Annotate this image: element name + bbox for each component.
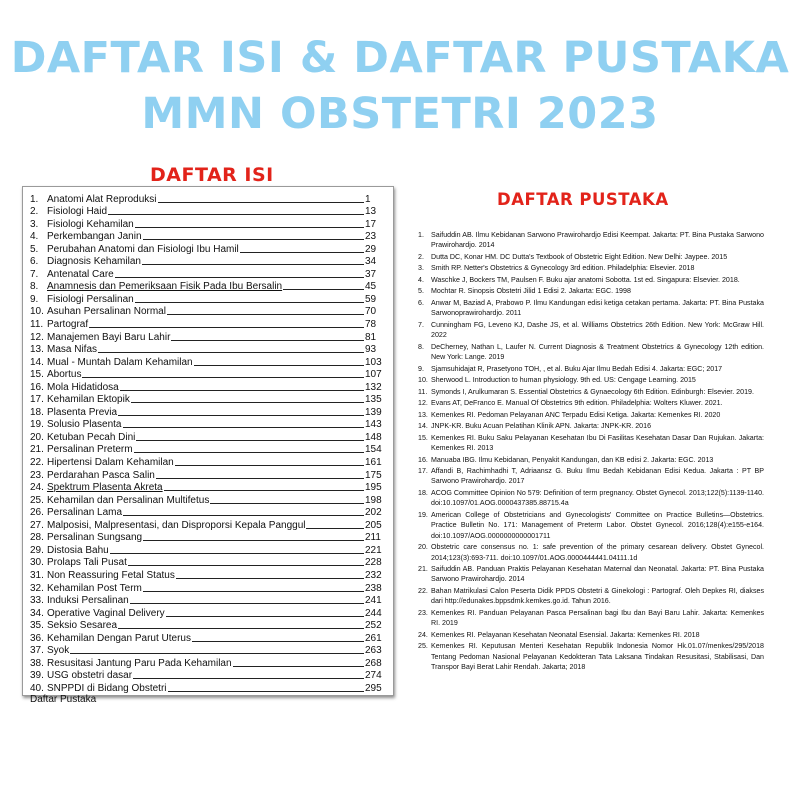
toc-row <box>30 380 389 393</box>
reference-text: Dutta DC, Konar HM. DC Dutta's Textbook of Obstetric Eight Edition. New Delhi: Jaypee. 2015 <box>431 252 728 261</box>
reference-number: 2. <box>418 252 424 261</box>
toc-row <box>30 292 389 305</box>
toc-row <box>30 543 389 556</box>
toc-item-label: Mual - Muntah Dalam Kehamilan <box>47 356 193 368</box>
toc-leader-line <box>192 641 364 642</box>
toc-row <box>30 355 389 368</box>
toc-item-label: Antenatal Care <box>47 268 114 280</box>
toc-row <box>30 405 389 418</box>
toc-item-number: 3. <box>30 218 39 230</box>
toc-row <box>30 330 389 343</box>
toc-item-page: 107 <box>365 369 382 381</box>
toc-item-page: 148 <box>365 431 382 443</box>
toc-item-label: Manajemen Bayi Baru Lahir <box>47 331 171 343</box>
reference-item <box>418 320 764 341</box>
toc-leader-line <box>130 603 364 604</box>
toc-row <box>30 656 389 669</box>
toc-row <box>30 267 389 280</box>
reference-number: 23. <box>418 608 428 617</box>
references-list <box>418 230 764 674</box>
toc-item-page: 252 <box>365 620 382 632</box>
toc-item-label: Persalinan Lama <box>47 507 123 519</box>
reference-text: Smith RP. Netter's Obstetrics & Gynecology 3rd edition. Philadelphia: Elsevier. 2018 <box>431 264 695 273</box>
toc-panel <box>22 186 394 705</box>
toc-leader-line <box>175 465 364 466</box>
reference-item <box>418 488 764 509</box>
reference-number: 4. <box>418 275 424 284</box>
banner-title <box>0 30 800 142</box>
toc-item-page: 135 <box>365 394 382 406</box>
toc-heading: DAFTAR ISI <box>150 164 274 186</box>
toc-item-label: Persalinan Sungsang <box>47 532 143 544</box>
reference-number: 20. <box>418 543 428 552</box>
toc-item-number: 15. <box>30 369 44 381</box>
toc-item-page: 198 <box>365 494 382 506</box>
toc-row <box>30 343 389 356</box>
reference-number: 1. <box>418 231 424 239</box>
reference-text: Saifuddin AB. Ilmu Kebidanan Sarwono Prawirohardjo Edisi Keempat. Jakarta: PT. Bina Pustaka Sarwono Prawirohardjo. 2014 <box>431 231 764 250</box>
toc-item-page: 263 <box>365 645 382 657</box>
toc-item-number: 9. <box>30 293 39 305</box>
toc-leader-line <box>158 202 364 203</box>
reference-text: American College of Obstetricians and Gynecologists' Committee on Practice Bulletins—Obstetrics. Practice Bulletin No. 171: Management of Preterm Labor. Obstet Gynecol. 2016;128(4):e155-e164. doi:10.1097/AOG.0000000000001711 <box>431 510 764 540</box>
reference-text: Kemenkes RI. Pedoman Pelayanan ANC Terpadu Edisi Ketiga. Jakarta: Kemenkes RI. 2020 <box>431 410 721 419</box>
toc-leader-line <box>176 578 364 579</box>
reference-item <box>418 375 764 385</box>
toc-row <box>30 556 389 569</box>
reference-number: 6. <box>418 298 424 307</box>
reference-number: 13. <box>418 410 428 419</box>
reference-item <box>418 364 764 374</box>
toc-row <box>30 531 389 544</box>
toc-leader-line <box>123 427 365 428</box>
reference-item <box>418 466 764 487</box>
toc-item-number: 14. <box>30 356 44 368</box>
toc-leader-line <box>118 415 364 416</box>
toc-item-label: Hipertensi Dalam Kehamilan <box>47 457 174 469</box>
toc-item-label: Prolaps Tali Pusat <box>47 557 127 569</box>
toc-item-label: Induksi Persalinan <box>47 595 129 607</box>
toc-leader-line <box>110 553 364 554</box>
toc-item-number: 8. <box>30 281 39 293</box>
toc-item-label: Syok <box>47 645 70 657</box>
toc-item-page: 139 <box>365 406 382 418</box>
toc-item-number: 26. <box>30 507 44 519</box>
reference-text: Sjamsuhidajat R, Prasetyono TOH, , et al. Buku Ajar Ilmu Bedah Edisi 4. Jakarta: EGC; 2017 <box>431 364 723 373</box>
reference-text: ACOG Committee Opinion No 579: Definition of term pregnancy. Obstet Gynecol. 2013;122(5):1139-1140. doi:10.1097/01.AOG.0000437385.88715.4a <box>431 488 764 508</box>
toc-item-page: 143 <box>365 419 382 431</box>
toc-leader-line <box>156 478 364 479</box>
reference-text: JNPK-KR. Buku Acuan Pelatihan Klinik APN. Jakarta: JNPK-KR. 2016 <box>431 422 652 431</box>
reference-item <box>418 387 764 397</box>
toc-item-label: SNPPDI di Bidang Obstetri <box>47 682 167 694</box>
toc-item-label: Persalinan Preterm <box>47 444 133 456</box>
toc-row <box>30 217 389 230</box>
banner-line-2: MMN OBSTETRI 2023 <box>141 89 659 139</box>
toc-leader-line <box>233 666 364 667</box>
reference-number: 21. <box>418 565 428 574</box>
toc-item-number: 29. <box>30 544 44 556</box>
reference-item <box>418 421 764 431</box>
toc-list <box>23 187 393 694</box>
reference-text: Bahan Matrikulasi Calon Peserta Didik PPDS Obstetri & Ginekologi : Partograf. Oleh Depkes RI, diakses dari http://edunakes.bppsdmk.kemkes.go.id. Tahun 2016. <box>431 586 764 606</box>
toc-footer: Daftar Pustaka <box>30 693 97 705</box>
toc-leader-line <box>143 591 364 592</box>
toc-leader-line <box>166 616 364 617</box>
reference-text: Obstetric care consensus no. 1: safe prevention of the primary cesarean delivery. Obstet Gynecol. 2014;123(3):693-711. doi:10.1097/01.AOG.0000444441.04111.1d <box>431 543 764 562</box>
toc-item-page: 238 <box>365 582 382 594</box>
toc-leader-line <box>115 277 364 278</box>
toc-item-number: 6. <box>30 256 39 268</box>
toc-item-label: Malposisi, Malpresentasi, dan Disproporsi Kepala Panggul <box>47 519 306 531</box>
reference-item <box>418 286 764 296</box>
reference-text: Kemenkes RI. Buku Saku Pelayanan Kesehatan Ibu Di Fasilitas Kesehatan Dasar Dan Rujukan. Jakarta: Kemenkes RI. 2013 <box>431 433 764 453</box>
toc-item-number: 1. <box>30 193 39 205</box>
toc-item-label: Perdarahan Pasca Salin <box>47 469 155 481</box>
toc-item-label: Anamnesis dan Pemeriksaan Fisik Pada Ibu Bersalin <box>47 281 283 293</box>
toc-item-page: 13 <box>365 206 377 218</box>
toc-item-number: 22. <box>30 457 44 469</box>
toc-item-page: 23 <box>365 231 377 243</box>
toc-item-page: 17 <box>365 218 377 230</box>
toc-item-page: 1 <box>365 193 371 205</box>
reference-text: Anwar M, Baziad A, Prabowo P. Ilmu Kandungan edisi ketiga cetakan pertama. Jakarta: PT. Bina Pustaka Sarwonoprawirohardjo. 2011 <box>431 298 764 318</box>
toc-item-page: 37 <box>365 268 377 280</box>
toc-item-number: 30. <box>30 557 44 569</box>
toc-leader-line <box>123 515 364 516</box>
reference-item <box>418 641 764 672</box>
toc-item-number: 38. <box>30 657 44 669</box>
toc-leader-line <box>168 691 365 692</box>
reference-item <box>418 542 764 563</box>
toc-leader-line <box>98 352 364 353</box>
reference-item <box>418 455 764 465</box>
toc-item-number: 4. <box>30 231 39 243</box>
reference-item <box>418 398 764 408</box>
toc-item-label: Distosia Bahu <box>47 544 109 556</box>
toc-row <box>30 317 389 330</box>
toc-leader-line <box>120 390 364 391</box>
toc-item-number: 19. <box>30 419 44 431</box>
toc-leader-line <box>133 678 364 679</box>
toc-leader-line <box>164 490 364 491</box>
toc-leader-line <box>171 340 364 341</box>
toc-item-number: 35. <box>30 620 44 632</box>
reference-number: 25. <box>418 642 428 651</box>
toc-item-label: Fisiologi Kehamilan <box>47 218 134 230</box>
toc-item-label: Resusitasi Jantung Paru Pada Kehamilan <box>47 657 232 669</box>
reference-item <box>418 298 764 319</box>
toc-item-number: 28. <box>30 532 44 544</box>
toc-item-label: Non Reassuring Fetal Status <box>47 569 175 581</box>
reference-item <box>418 275 764 285</box>
toc-item-page: 93 <box>365 344 377 356</box>
toc-leader-line <box>142 264 364 265</box>
toc-row <box>30 644 389 657</box>
toc-row <box>30 493 389 506</box>
toc-item-label: Mola Hidatidosa <box>47 381 119 393</box>
toc-item-number: 13. <box>30 344 44 356</box>
toc-item-label: Masa Nifas <box>47 344 98 356</box>
toc-row <box>30 242 389 255</box>
toc-item-page: 202 <box>365 507 382 519</box>
toc-leader-line <box>82 377 364 378</box>
toc-leader-line <box>143 540 364 541</box>
toc-item-label: Kehamilan Ektopik <box>47 394 130 406</box>
toc-leader-line <box>143 239 364 240</box>
reference-number: 11. <box>418 387 428 396</box>
toc-item-page: 211 <box>365 532 381 544</box>
reference-text: Manuaba IBG. Ilmu Kebidanan, Penyakit Kandungan, dan KB edisi 2. Jakarta: EGC. 2013 <box>431 455 714 464</box>
reference-number: 15. <box>418 433 428 442</box>
toc-item-label: Ketuban Pecah Dini <box>47 431 136 443</box>
toc-item-page: 221 <box>365 544 382 556</box>
toc-item-page: 78 <box>365 319 377 331</box>
toc-item-number: 18. <box>30 406 44 418</box>
reference-number: 5. <box>418 287 424 296</box>
reference-number: 18. <box>418 488 428 497</box>
toc-item-page: 161 <box>365 457 382 469</box>
toc-leader-line <box>136 440 364 441</box>
reference-item <box>418 342 764 363</box>
toc-item-number: 25. <box>30 494 44 506</box>
toc-item-number: 12. <box>30 331 44 343</box>
toc-leader-line <box>135 302 364 303</box>
toc-leader-line <box>167 314 364 315</box>
toc-row <box>30 606 389 619</box>
toc-item-number: 10. <box>30 306 44 318</box>
toc-item-label: Kehamilan Post Term <box>47 582 142 594</box>
toc-item-number: 23. <box>30 469 44 481</box>
reference-text: Cunningham FG, Leveno KJ, Dashe JS, et al. Williams Obstetrics 26th Edition. New York: McGraw Hill. 2022 <box>431 320 764 340</box>
toc-leader-line <box>194 365 364 366</box>
toc-item-label: Perubahan Anatomi dan Fisiologi Ibu Hamil <box>47 243 239 255</box>
toc-leader-line <box>128 565 364 566</box>
toc-item-label: Plasenta Previa <box>47 406 118 418</box>
toc-leader-line <box>118 628 364 629</box>
toc-item-page: 154 <box>365 444 382 456</box>
toc-item-number: 7. <box>30 268 39 280</box>
toc-item-page: 268 <box>365 657 382 669</box>
reference-number: 17. <box>418 467 428 476</box>
reference-item <box>418 433 764 454</box>
toc-item-number: 31. <box>30 569 44 581</box>
toc-row <box>30 455 389 468</box>
toc-row <box>30 481 389 494</box>
toc-leader-line <box>135 227 364 228</box>
reference-number: 16. <box>418 455 428 464</box>
toc-item-number: 34. <box>30 607 44 619</box>
toc-row <box>30 418 389 431</box>
toc-leader-line <box>89 327 364 328</box>
toc-item-label: Kehamilan Dengan Parut Uterus <box>47 632 191 644</box>
toc-item-label: Abortus <box>47 369 82 381</box>
toc-item-page: 103 <box>365 356 382 368</box>
reference-item <box>418 252 764 262</box>
toc-item-number: 2. <box>30 206 39 218</box>
reference-number: 3. <box>418 264 424 273</box>
toc-item-page: 261 <box>365 632 382 644</box>
toc-item-label: Solusio Plasenta <box>47 419 122 431</box>
toc-item-number: 33. <box>30 595 44 607</box>
toc-item-label: Diagnosis Kehamilan <box>47 256 141 268</box>
toc-row <box>30 506 389 519</box>
toc-item-label: Spektrum Plasenta Akreta <box>47 482 163 494</box>
toc-item-number: 27. <box>30 519 44 531</box>
reference-text: Waschke J, Bockers TM, Paulsen F. Buku ajar anatomi Sobotta. 1st ed. Singapura: Elsevier. 2018. <box>431 275 740 284</box>
reference-item <box>418 608 764 629</box>
toc-row <box>30 443 389 456</box>
toc-row <box>30 280 389 293</box>
references-heading: DAFTAR PUSTAKA <box>497 190 669 209</box>
toc-item-page: 175 <box>365 469 382 481</box>
toc-item-page: 81 <box>365 331 377 343</box>
toc-row <box>30 518 389 531</box>
toc-item-page: 295 <box>365 682 382 694</box>
toc-item-number: 40. <box>30 682 44 694</box>
toc-row <box>30 368 389 381</box>
toc-item-label: USG obstetri dasar <box>47 670 133 682</box>
reference-text: Kemenkes RI. Keputusan Menteri Kesehatan Republik Indonesia Nomor Hk.01.07/menkes/295/2018 Tentang Pedoman Nasional Pelayanan Kedokteran Tata Laksana Tindakan Resusitasi, Stabilisasi, Dan Transpor Bayi Berat Lahir Rendah. Jakarta; 2018 <box>431 642 764 672</box>
toc-item-number: 32. <box>30 582 44 594</box>
toc-item-number: 16. <box>30 381 44 393</box>
toc-item-label: Anatomi Alat Reproduksi <box>47 193 157 205</box>
reference-number: 24. <box>418 630 428 639</box>
toc-item-page: 59 <box>365 293 377 305</box>
toc-item-number: 5. <box>30 243 39 255</box>
reference-number: 7. <box>418 320 424 329</box>
toc-item-page: 195 <box>365 482 382 494</box>
toc-row <box>30 631 389 644</box>
reference-text: Evans AT, DeFranco E. Manual Of Obstetrics 9th edition. Philadelphia: Wolters Kluwer. 2021. <box>431 399 723 408</box>
toc-item-page: 244 <box>365 607 382 619</box>
reference-text: Sherwood L. Introduction to human physiology. 9th ed. US: Cengage Learning. 2015 <box>431 376 696 385</box>
toc-item-label: Kehamilan dan Persalinan Multifetus <box>47 494 210 506</box>
toc-item-page: 232 <box>365 569 382 581</box>
toc-row <box>30 619 389 632</box>
toc-item-label: Fisiologi Persalinan <box>47 293 134 305</box>
toc-item-page: 45 <box>365 281 377 293</box>
reference-number: 22. <box>418 586 428 595</box>
reference-number: 8. <box>418 342 424 351</box>
toc-item-label: Asuhan Persalinan Normal <box>47 306 166 318</box>
toc-item-number: 17. <box>30 394 44 406</box>
toc-item-page: 34 <box>365 256 377 268</box>
reference-item <box>418 564 764 585</box>
toc-row <box>30 393 389 406</box>
toc-leader-line <box>306 528 364 529</box>
reference-item <box>418 630 764 640</box>
toc-item-page: 70 <box>365 306 377 318</box>
reference-number: 14. <box>418 422 428 431</box>
reference-item <box>418 410 764 420</box>
toc-leader-line <box>283 289 364 290</box>
toc-row <box>30 594 389 607</box>
toc-row <box>30 305 389 318</box>
reference-item <box>418 510 764 541</box>
toc-item-page: 228 <box>365 557 382 569</box>
reference-text: Symonds I, Arulkumaran S. Essential Obstetrics & Gynaecology 6th Edition. Edinburgh: Elsevier. 2019. <box>431 387 754 396</box>
toc-row <box>30 255 389 268</box>
reference-number: 12. <box>418 399 428 408</box>
toc-item-label: Operative Vaginal Delivery <box>47 607 165 619</box>
toc-item-page: 132 <box>365 381 382 393</box>
toc-item-page: 241 <box>365 595 382 607</box>
reference-text: Kemenkes RI. Panduan Pelayanan Pasca Persalinan bagi Ibu dan Bayi Baru Lahir. Jakarta: Kemenkes RI. 2019 <box>431 608 764 628</box>
toc-item-label: Perkembangan Janin <box>47 231 142 243</box>
toc-leader-line <box>70 653 364 654</box>
toc-item-number: 20. <box>30 431 44 443</box>
toc-item-label: Partograf <box>47 319 89 331</box>
toc-row <box>30 205 389 218</box>
toc-item-number: 21. <box>30 444 44 456</box>
toc-item-number: 39. <box>30 670 44 682</box>
toc-item-page: 205 <box>365 519 382 531</box>
reference-text: Saifuddin AB. Panduan Praktis Pelayanan Kesehatan Maternal dan Neonatal. Jakarta: PT. Bina Pustaka Sarwono Prawirohardjo. 2014 <box>431 565 764 584</box>
reference-item <box>418 586 764 607</box>
toc-item-page: 274 <box>365 670 382 682</box>
toc-row <box>30 681 389 694</box>
reference-number: 19. <box>418 510 428 519</box>
toc-row <box>30 230 389 243</box>
toc-row <box>30 581 389 594</box>
reference-number: 10. <box>418 376 428 385</box>
reference-number: 9. <box>418 364 424 373</box>
toc-leader-line <box>134 452 364 453</box>
toc-item-number: 36. <box>30 632 44 644</box>
toc-row <box>30 468 389 481</box>
toc-item-label: Fisiologi Haid <box>47 206 108 218</box>
banner-line-1: DAFTAR ISI & DAFTAR PUSTAKA <box>10 33 790 83</box>
toc-item-page: 29 <box>365 243 377 255</box>
reference-text: Affandi B, Rachimhadhi T, Adriaansz G. Buku Ilmu Bedah Kebidanan Edisi Kedua. Jakarta : PT BP Sarwono Prawirohardjo. 2017 <box>431 467 764 486</box>
reference-item <box>418 230 764 251</box>
reference-text: Mochtar R. Sinopsis Obstetri Jilid 1 Edisi 2. Jakarta: EGC. 1998 <box>431 287 631 296</box>
toc-leader-line <box>240 252 364 253</box>
toc-item-number: 24. <box>30 482 44 494</box>
reference-item <box>418 263 764 273</box>
toc-leader-line <box>108 214 364 215</box>
toc-item-label: Seksio Sesarea <box>47 620 118 632</box>
toc-row <box>30 192 389 205</box>
toc-leader-line <box>131 402 364 403</box>
reference-text: DeCherney, Nathan L, Laufer N. Current Diagnosis & Treatment Obstetrics & Gynecology 12th edition. New York: Lange. 2019 <box>431 342 764 362</box>
toc-row <box>30 568 389 581</box>
toc-row <box>30 669 389 682</box>
toc-leader-line <box>210 503 364 504</box>
reference-text: Kemenkes RI. Pelayanan Kesehatan Neonatal Esensial. Jakarta: Kemenkes RI. 2018 <box>431 630 700 639</box>
toc-item-number: 11. <box>30 319 44 331</box>
toc-row <box>30 430 389 443</box>
toc-item-number: 37. <box>30 645 44 657</box>
